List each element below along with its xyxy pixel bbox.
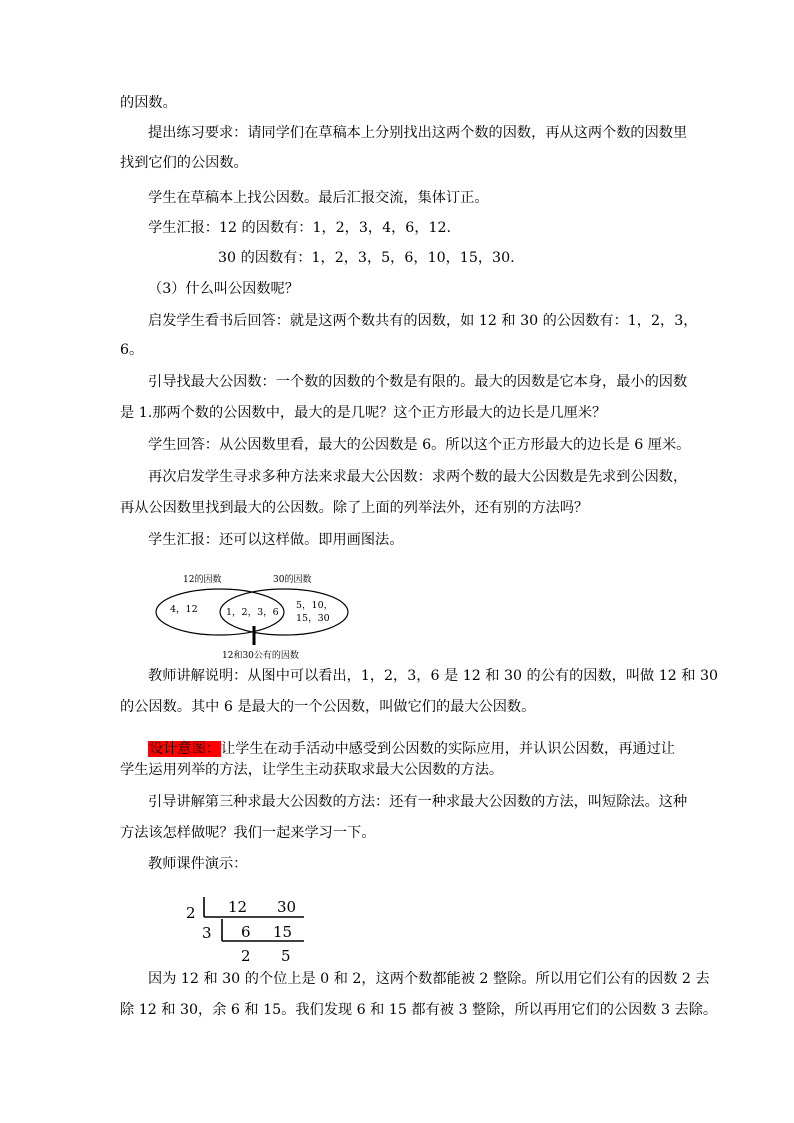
paragraph-line: （3）什么叫公因数呢？ (148, 281, 299, 297)
paragraph-line: 教师课件演示： (148, 856, 248, 872)
paragraph-line: 因为 12 和 30 的个位上是 0 和 2，这两个数都能被 2 整除。所以用它们公有的因数 2 去 (148, 971, 710, 987)
paragraph-line: 提出练习要求：请同学们在草稿本上分别找出这两个数的因数，再从这两个数的因数里 (148, 125, 688, 141)
paragraph-line: 学生在草稿本上找公因数。最后汇报交流，集体订正。 (148, 190, 489, 206)
paragraph-line: 再从公因数里找到最大的公因数。除了上面的列举法外，还有别的方法吗？ (120, 500, 589, 516)
venn-right-title: 30的因数 (273, 575, 312, 585)
row3-a: 2 (241, 947, 251, 965)
design-intent-paragraph (0, 739, 794, 759)
paragraph-line: 启发学生看书后回答：就是这两个数共有的因数，如 12 和 30 的公因数有：1，2，3， (148, 313, 698, 329)
venn-left-only: 4，12 (170, 604, 198, 615)
paragraph-line: 引导找最大公因数：一个数的因数的个数是有限的。最大的因数是它本身，最小的因数 (148, 374, 688, 390)
venn-left-title: 12的因数 (183, 575, 222, 585)
paragraph-line: 方法该怎样做呢？我们一起来学习一下。 (120, 825, 376, 841)
venn-bottom-label: 12和30公有的因数 (222, 651, 299, 661)
paragraph-line: 的公因数。其中 6 是最大的一个公因数，叫做它们的最大公因数。 (120, 699, 536, 715)
paragraph-line: 再次启发学生寻求多种方法来求最大公因数：求两个数的最大公因数是先求到公因数， (148, 469, 688, 485)
paragraph-line: 学生汇报：12 的因数有：1，2，3，4，6，12. (148, 220, 452, 236)
paragraph-line: 是 1.那两个数的公因数中，最大的是几呢？这个正方形最大的边长是几厘米？ (120, 405, 607, 421)
design-intent-text: 让学生在动手活动中感受到公因数的实际应用，并认识公因数，再通过让 (220, 741, 675, 757)
row2-a: 6 (241, 923, 251, 941)
venn-right-only-2: 15，30 (296, 613, 330, 624)
venn-common: 1，2，3，6 (226, 607, 279, 618)
paragraph-line: 学生运用列举的方法，让学生主动获取求最大公因数的方法。 (120, 762, 504, 778)
divisor-1: 2 (186, 904, 196, 922)
row1-a: 12 (228, 898, 248, 916)
paragraph-line: 学生回答：从公因数里看，最大的公因数是 6。所以这个正方形最大的边长是 6 厘米。 (148, 437, 691, 453)
short-division-diagram (180, 893, 310, 965)
paragraph-line: 找到它们的公因数。 (120, 155, 248, 171)
paragraph-line: 的因数。 (120, 95, 177, 111)
paragraph-line: 学生汇报：还可以这样做。即用画图法。 (148, 532, 404, 548)
divisor-2: 3 (202, 924, 212, 942)
row3-b: 5 (281, 947, 291, 965)
row2-b: 15 (273, 923, 293, 941)
paragraph-line: 教师讲解说明：从图中可以看出，1，2，3，6 是 12 和 30 的公有的因数，叫做 12 和 30 (148, 668, 719, 684)
row1-b: 30 (277, 898, 297, 916)
paragraph-line: 30 的因数有：1，2，3，5，6，10，15，30. (218, 250, 515, 266)
paragraph-line: 除 12 和 30，余 6 和 15。我们发现 6 和 15 都有被 3 整除，所以再用它们的公因数 3 去除。 (120, 1002, 718, 1018)
design-intent-label: 设计意图： (149, 741, 220, 757)
venn-right-only-1: 5，10， (296, 600, 334, 611)
paragraph-line: 引导讲解第三种求最大公因数的方法：还有一种求最大公因数的方法，叫短除法。这种 (148, 794, 688, 810)
paragraph-line: 6。 (120, 342, 144, 358)
venn-diagram (150, 568, 365, 664)
